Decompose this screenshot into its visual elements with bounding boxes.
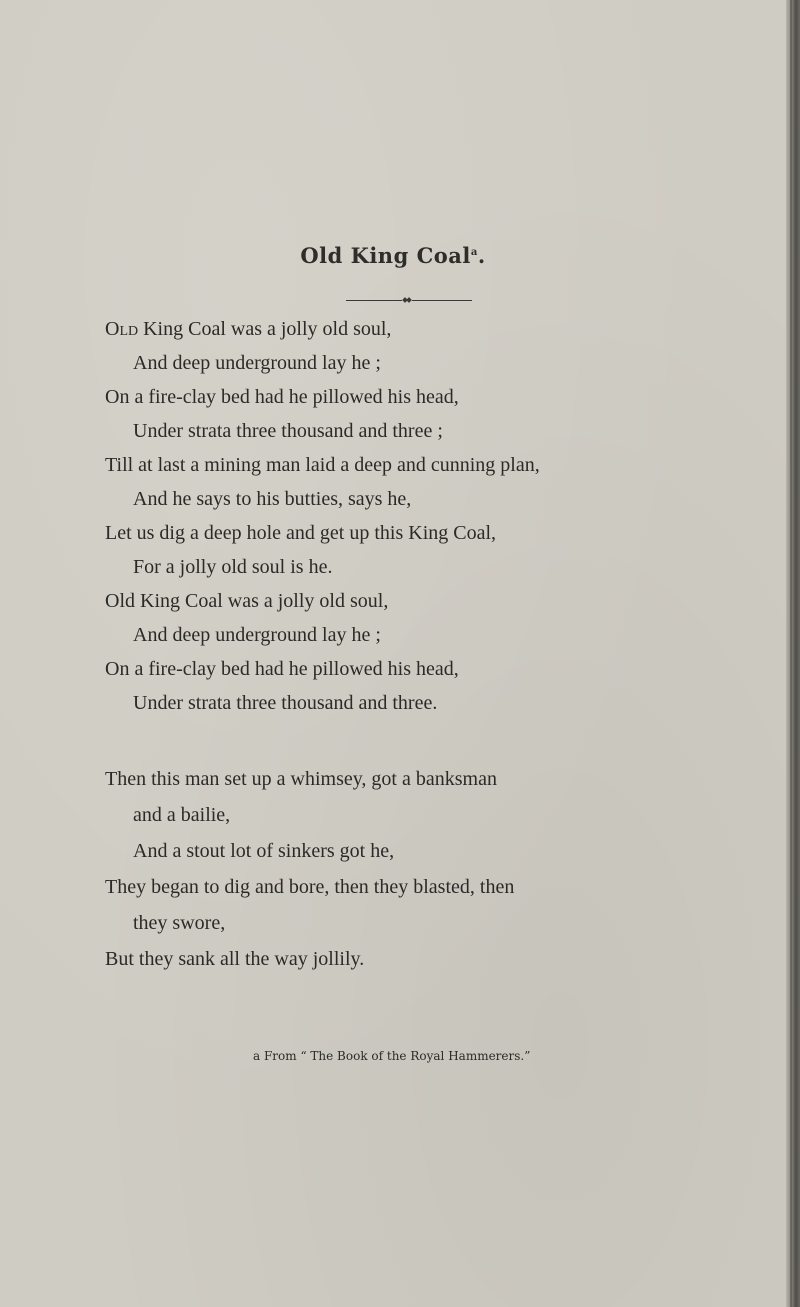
ornament-diamond-right [406, 297, 412, 303]
poem-line-15: They began to dig and bore, then they blasted, then [105, 876, 515, 898]
poem-line-6: And he says to his butties, says he, [133, 488, 412, 510]
poem-line-15-continued: they swore, [133, 912, 226, 934]
poem-first-line-rest: King Coal was a jolly old soul, [138, 318, 392, 340]
poem-line-11: On a fire-clay bed had he pillowed his head, [105, 658, 459, 680]
poem-title: Old King Coal$^a$. [300, 243, 486, 268]
poem-line-5: Till at last a mining man laid a deep and cunning plan, [105, 454, 540, 476]
poem-line-3: On a fire-clay bed had he pillowed his head, [105, 386, 459, 408]
page-edge [786, 0, 800, 1307]
poem-line-16: But they sank all the way jollily. [105, 948, 365, 970]
poem-line-8: For a jolly old soul is he. [133, 556, 333, 578]
ornament-rule-left [346, 300, 402, 301]
poem-line-12: Under strata three thousand and three. [133, 692, 438, 714]
poem-line-13: Then this man set up a whimsey, got a banksman [105, 768, 497, 790]
poem-line-1 [105, 316, 391, 342]
footnote-marker: a [470, 247, 478, 258]
poem-line-10: And deep underground lay he ; [133, 624, 381, 646]
footnote: a From “ The Book of the Royal Hammerers.” [253, 1049, 531, 1063]
poem-line-4: Under strata three thousand and three ; [133, 420, 443, 442]
poem-line-14: And a stout lot of sinkers got he, [133, 840, 395, 862]
poem-title-text: Old King Coal [300, 243, 471, 268]
poem-line-2: And deep underground lay he ; [133, 352, 381, 374]
poem-line-13-continued: and a bailie, [133, 804, 231, 826]
poem-first-word: Old [105, 318, 139, 340]
poem-line-9: Old King Coal was a jolly old soul, [105, 590, 389, 612]
title-ornament [346, 297, 472, 305]
ornament-rule-right [412, 300, 472, 301]
poem-line-7: Let us dig a deep hole and get up this King Coal, [105, 522, 497, 544]
